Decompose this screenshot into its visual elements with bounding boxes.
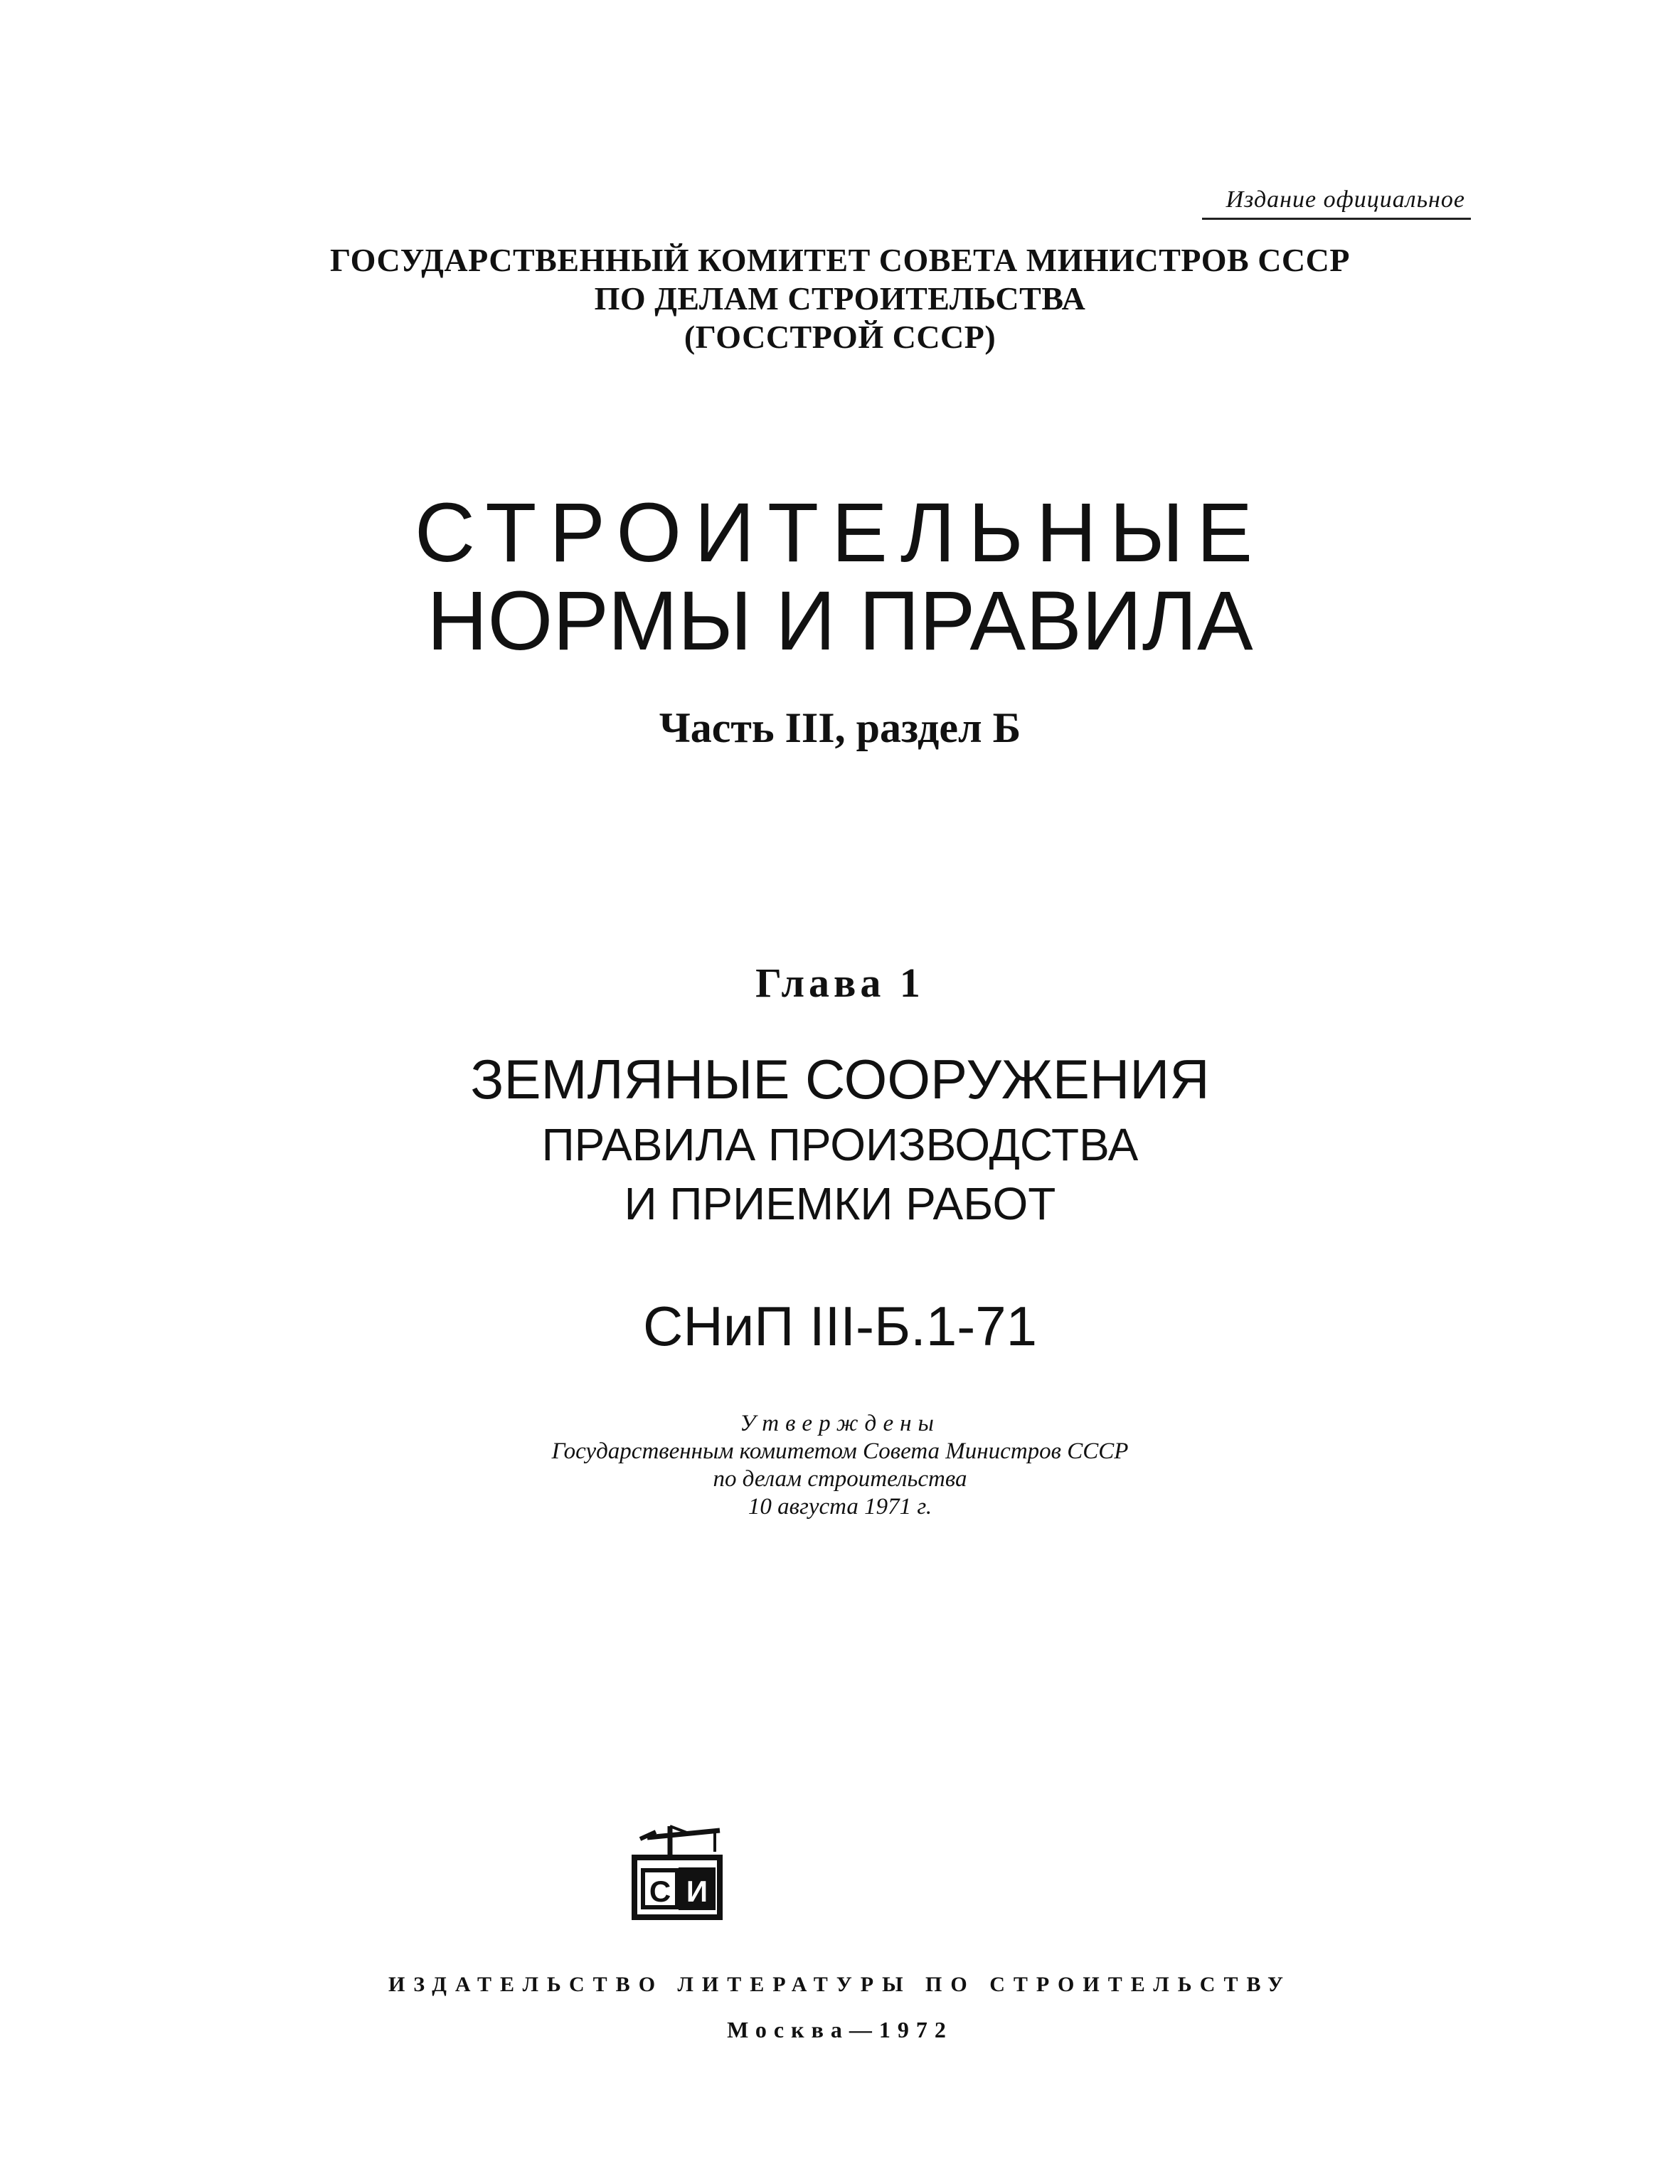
approved-line-2: Государственным комитетом Совета Министров СССР (551, 1438, 1129, 1464)
committee-line-2: ПО ДЕЛАМ СТРОИТЕЛЬСТВА (594, 280, 1086, 317)
document-code: СНиП III-Б.1-71 (643, 1295, 1037, 1357)
publisher-name: ИЗДАТЕЛЬСТВО ЛИТЕРАТУРЫ ПО СТРОИТЕЛЬСТВУ (388, 1973, 1292, 1996)
svg-text:И: И (686, 1875, 708, 1908)
approved-line-3: по делам строительства (713, 1466, 967, 1492)
publisher-logo-icon (626, 1818, 733, 1924)
svg-text:С: С (649, 1875, 671, 1908)
official-edition-label: Издание официальное (1226, 186, 1465, 213)
approved-line-1: Утверждены (740, 1411, 940, 1436)
title-line-1: СТРОИТЕЛЬНЫЕ (414, 486, 1266, 580)
chapter-number: Глава 1 (755, 960, 925, 1006)
subject-line-2: ПРАВИЛА ПРОИЗВОДСТВА (541, 1119, 1139, 1170)
subject-line-1: ЗЕМЛЯНЫЕ СООРУЖЕНИЯ (470, 1048, 1210, 1110)
subject-line-3: И ПРИЕМКИ РАБОТ (624, 1178, 1056, 1229)
committee-line-1: ГОСУДАРСТВЕННЫЙ КОМИТЕТ СОВЕТА МИНИСТРОВ СССР (330, 242, 1350, 278)
committee-line-3: (ГОССТРОЙ СССР) (684, 319, 996, 355)
part-section: Часть III, раздел Б (659, 704, 1021, 751)
official-edition-underline (1202, 218, 1471, 220)
title-line-2: НОРМЫ И ПРАВИЛА (427, 574, 1253, 668)
city-year: Москва—1972 (727, 2017, 953, 2042)
approved-line-4: 10 августа 1971 г. (748, 1494, 932, 1520)
